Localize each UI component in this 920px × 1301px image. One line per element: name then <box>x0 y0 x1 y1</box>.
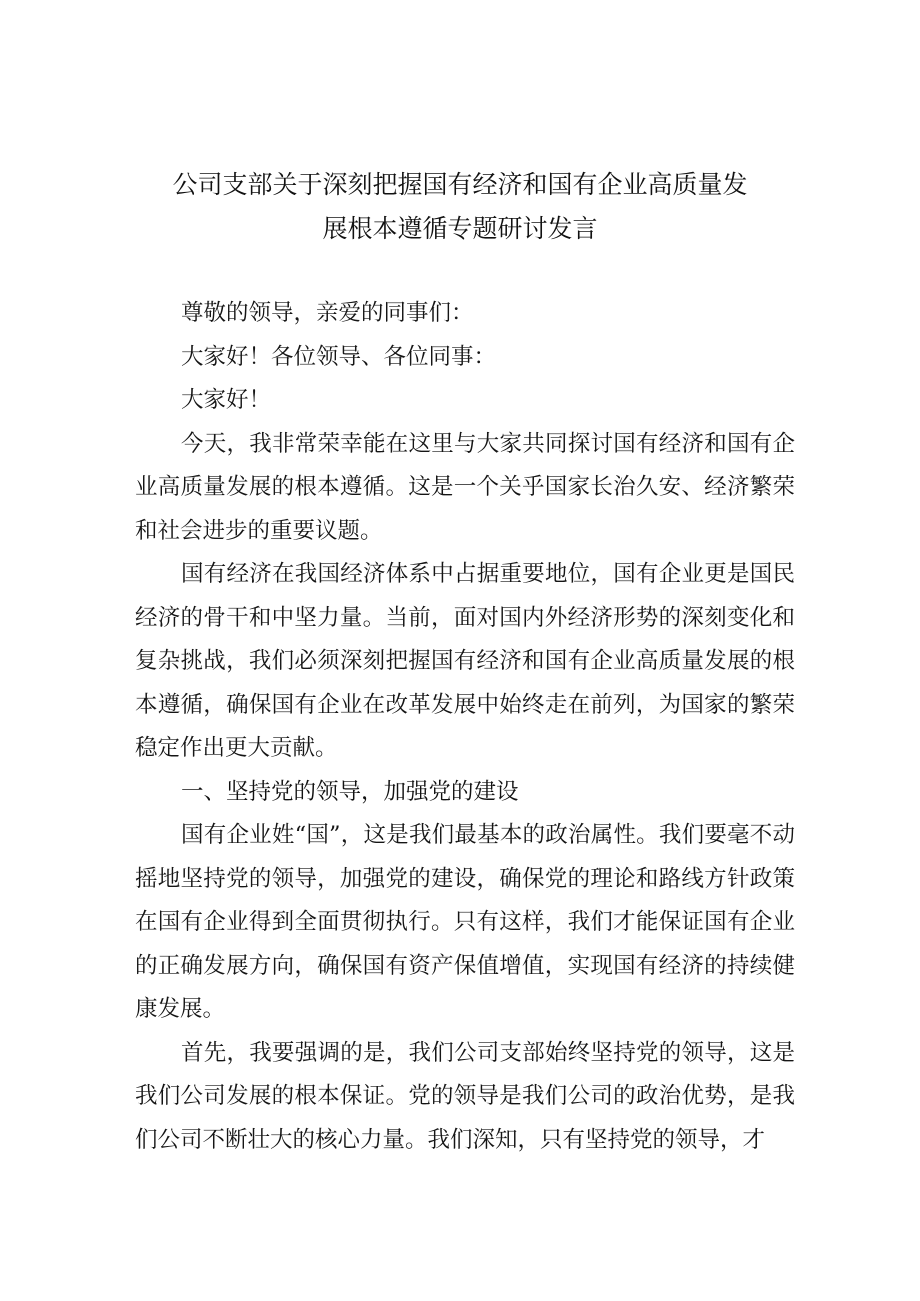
intro-paragraph: 今天，我非常荣幸能在这里与大家共同探讨国有经济和国有企业高质量发展的根本遵循。这是一个关乎国家长治久安、经济繁荣和社会进步的重要议题。 <box>135 430 795 544</box>
title-line-2: 展根本遵循专题研讨发言 <box>322 214 598 243</box>
title-line-1: 公司支部关于深刻把握国有经济和国有企业高质量发 <box>172 170 748 199</box>
section-heading: 一、坚持党的领导，加强党的建设 <box>181 778 519 805</box>
context-paragraph: 国有经济在我国经济体系中占据重要地位，国有企业更是国民经济的骨干和中坚力量。当前，面对国内外经济形势的深刻变化和复杂挑战，我们必须深刻把握国有经济和国有企业高质量发展的根本遵循，确保国有企业在改革发展中始终走在前列，为国家的繁荣稳定作出更大贡献。 <box>135 561 795 761</box>
document-body <box>135 292 795 1162</box>
document-title <box>120 163 800 251</box>
greeting-short: 大家好！ <box>181 387 272 413</box>
section-paragraph-2: 首先，我要强调的是，我们公司支部始终坚持党的领导，这是我们公司发展的根本保证。党的领导是我们公司的政治优势，是我们公司不断壮大的核心力量。我们深知，只有坚持党的领导，才 <box>135 1039 795 1153</box>
greeting-line: 大家好！各位领导、各位同事： <box>181 343 497 370</box>
salutation: 尊敬的领导，亲爱的同事们： <box>181 300 474 326</box>
section-paragraph-1: 国有企业姓“国”，这是我们最基本的政治属性。我们要毫不动摇地坚持党的领导，加强党的建设，确保党的理论和路线方针政策在国有企业得到全面贯彻执行。只有这样，我们才能保证国有企业的正确发展方向，确保国有资产保值增值，实现国有经济的持续健康发展。 <box>135 822 795 1022</box>
